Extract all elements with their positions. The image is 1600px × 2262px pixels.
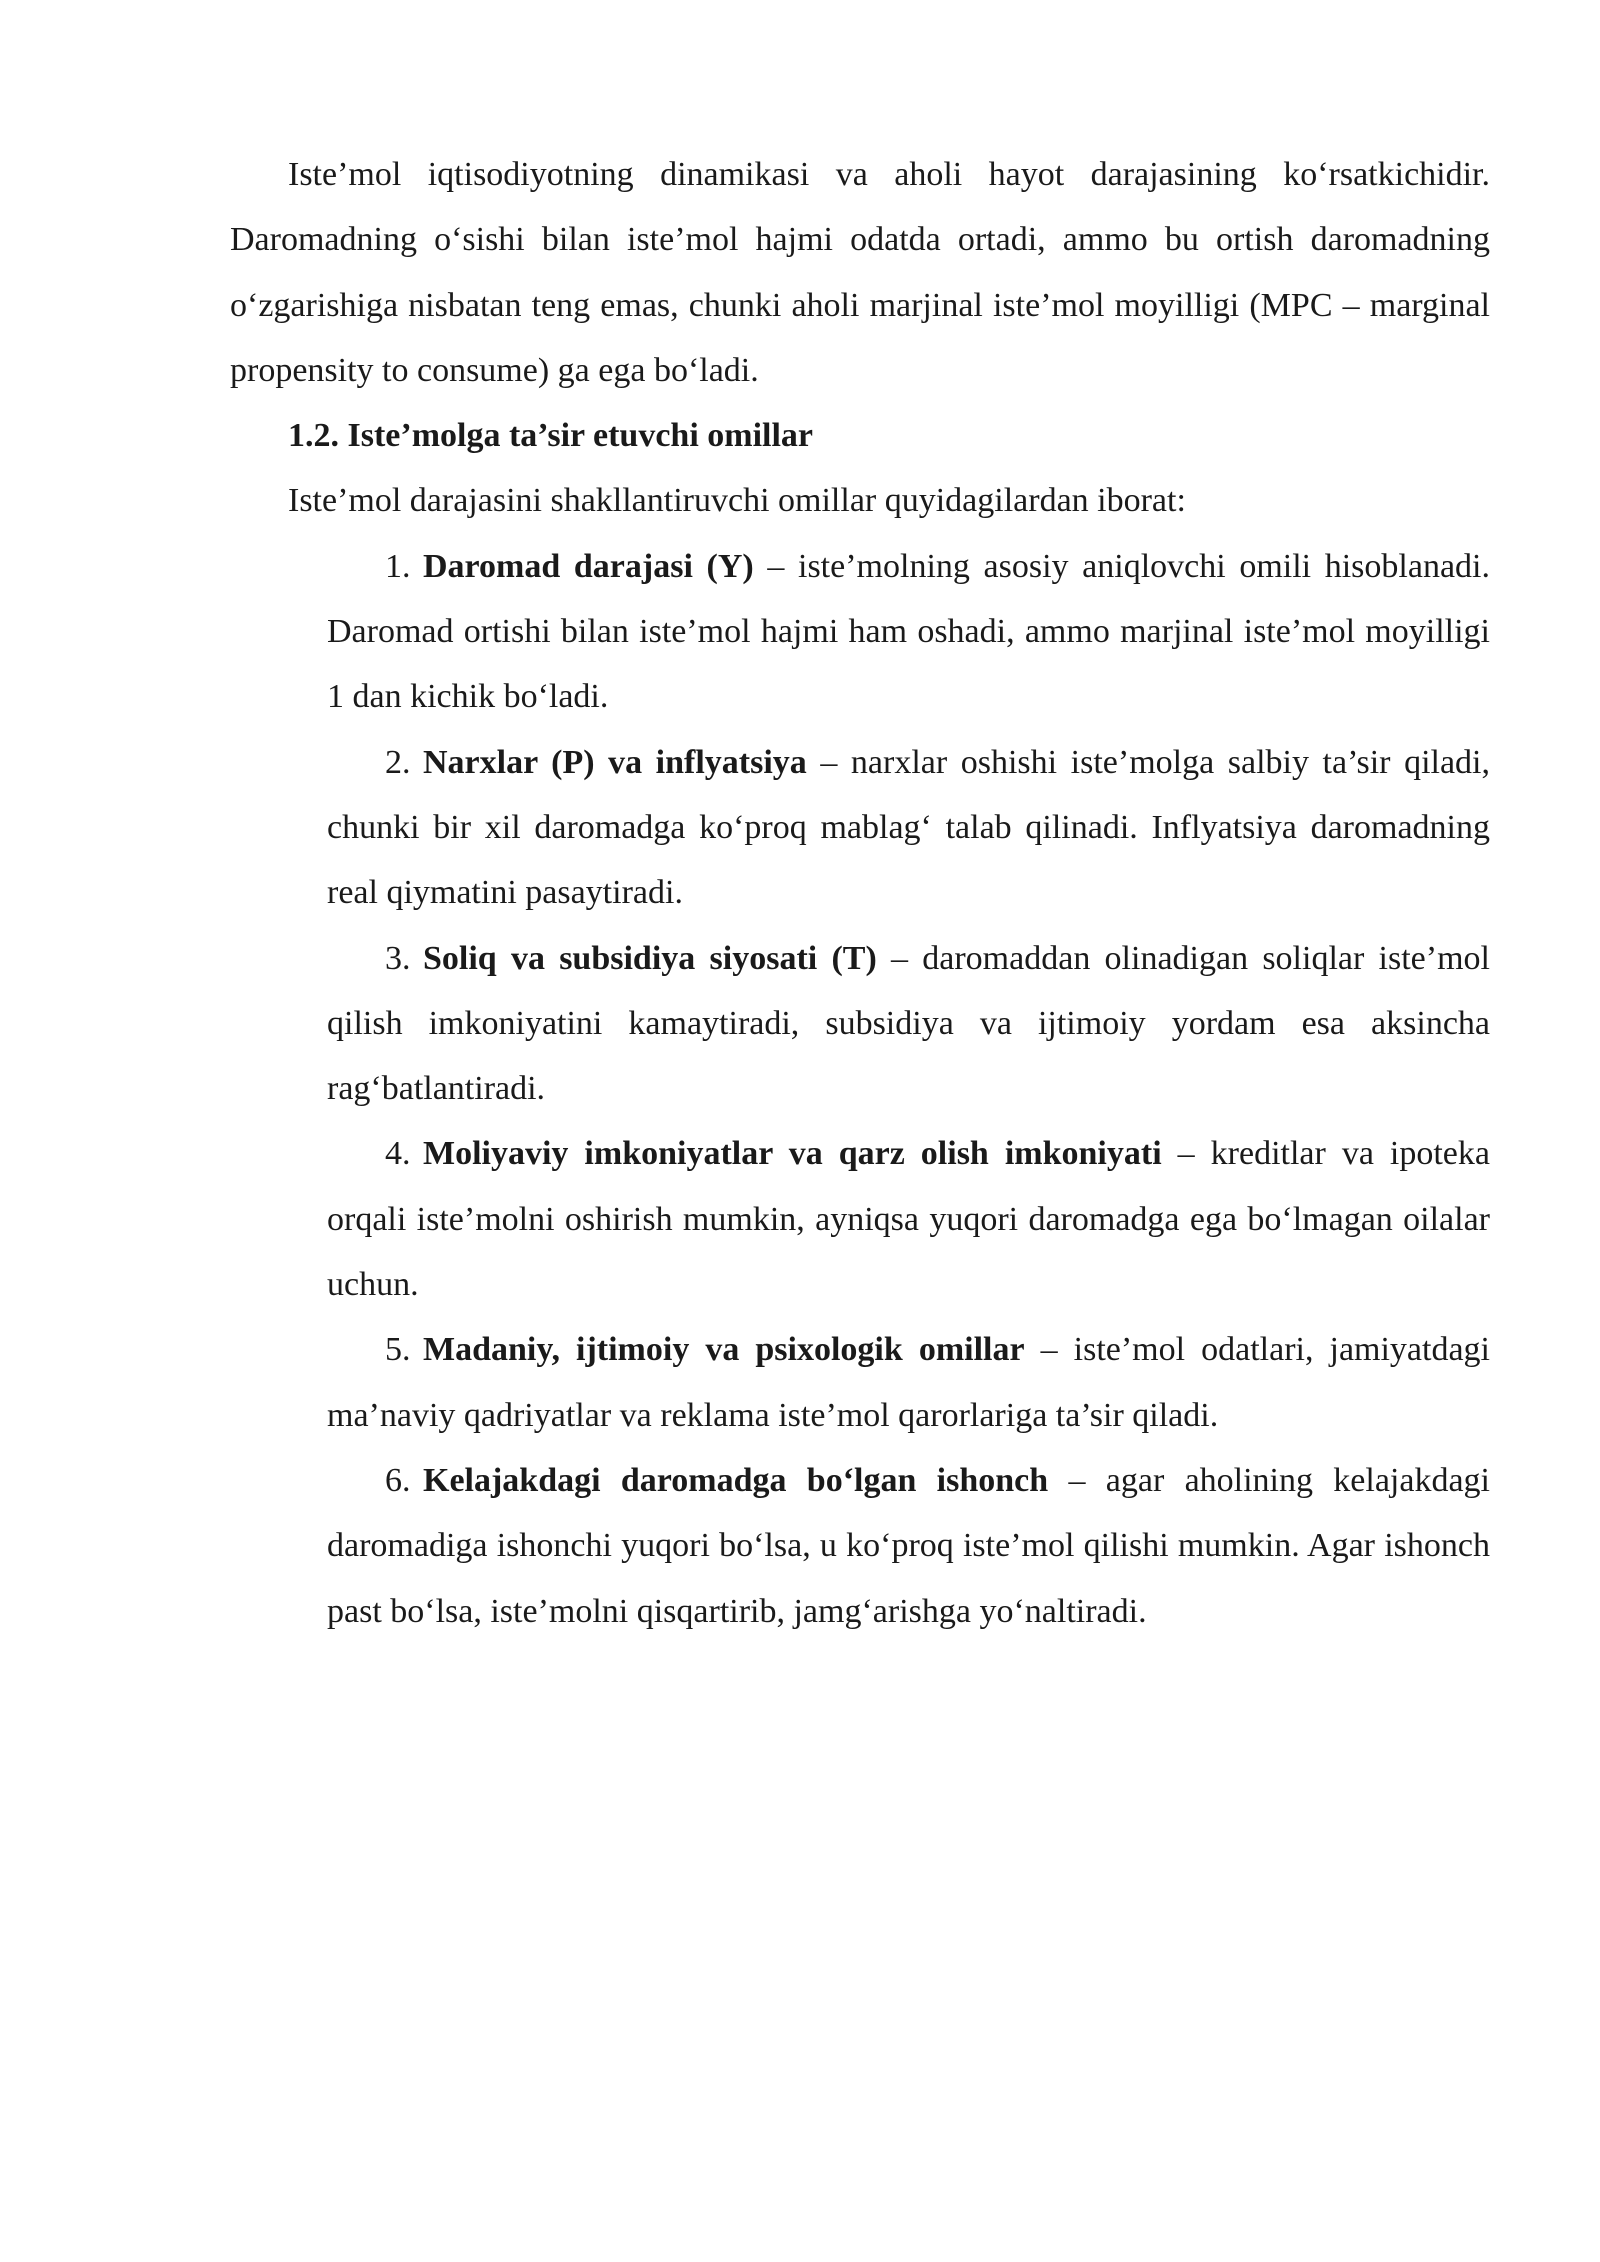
factor-number: 4. — [385, 1135, 411, 1173]
factor-description: – iste’mol odatlari, jamiyatdagi ma’naviy qadriyatlar va reklama iste’mol qarorlariga ta’sir qiladi. — [327, 1331, 1490, 1434]
factor-number: 2. — [385, 743, 411, 781]
factor-item — [327, 1448, 1490, 1644]
factor-item — [327, 730, 1490, 926]
factor-term: Moliyaviy imkoniyatlar va qarz olish imkoniyati — [423, 1135, 1162, 1173]
factor-description: – narxlar oshishi iste’molga salbiy ta’sir qiladi, chunki bir xil daromadga ko‘proq mablag‘ talab qilinadi. Inflyatsiya daromadning real qiymatini pasaytiradi. — [327, 743, 1490, 912]
factor-number: 1. — [385, 547, 411, 585]
factor-term: Madaniy, ijtimoiy va psixologik omillar — [423, 1331, 1025, 1369]
factor-number: 3. — [385, 939, 411, 977]
factor-description: – kreditlar va ipoteka orqali iste’molni oshirish mumkin, ayniqsa yuqori daromadga ega bo‘lmagan oilalar uchun. — [327, 1135, 1490, 1304]
factor-term: Kelajakdagi daromadga bo‘lgan ishonch — [423, 1461, 1049, 1499]
factor-item — [327, 1317, 1490, 1448]
lead-sentence: Iste’mol darajasini shakllantiruvchi omillar quyidagilardan iborat: — [288, 482, 1186, 520]
factor-description: – iste’molning asosiy aniqlovchi omili hisoblanadi. Daromad ortishi bilan iste’mol hajmi ham oshadi, ammo marjinal iste’mol moyilligi 1 dan kichik bo‘ladi. — [327, 547, 1490, 716]
factor-item — [327, 534, 1490, 730]
factor-description: – agar aholining kelajakdagi daromadiga ishonchi yuqori bo‘lsa, u ko‘proq iste’mol qilishi mumkin. Agar ishonch past bo‘lsa, iste’molni qisqartirib, jamg‘arishga yo‘naltiradi. — [327, 1461, 1490, 1630]
intro-paragraph: Iste’mol iqtisodiyotning dinamikasi va aholi hayot darajasining ko‘rsatkichidir. Daromadning o‘sishi bilan iste’mol hajmi odatda ortadi, ammo bu ortish daromadning o‘zgarishiga nisbatan teng emas, chunki aholi marjinal iste’mol moyilligi (MPC – marginal propensity to consume) ga ega bo‘ladi. — [230, 156, 1490, 389]
factor-number: 5. — [385, 1331, 411, 1369]
factor-description: – daromaddan olinadigan soliqlar iste’mol qilish imkoniyatini kamaytiradi, subsidiya va ijtimoiy yordam esa aksincha rag‘batlantiradi. — [327, 939, 1490, 1108]
factor-term: Soliq va subsidiya siyosati (T) — [423, 939, 877, 977]
factor-list — [230, 534, 1490, 1644]
factor-item — [327, 1121, 1490, 1317]
factor-number: 6. — [385, 1461, 411, 1499]
factor-item — [327, 926, 1490, 1122]
section-heading: 1.2. Iste’molga ta’sir etuvchi omillar — [288, 417, 814, 455]
factor-term: Narxlar (P) va inflyatsiya — [423, 743, 807, 781]
factor-term: Daromad darajasi (Y) — [423, 547, 754, 585]
document-page — [230, 142, 1490, 1644]
